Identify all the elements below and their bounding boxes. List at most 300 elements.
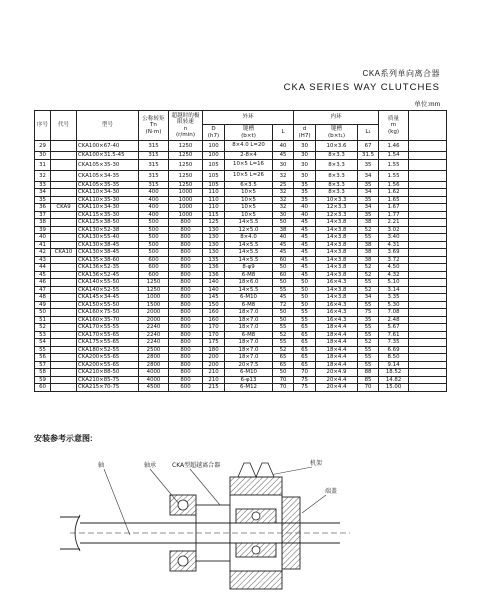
spec-table-body xyxy=(35,141,447,392)
cell-D: 105 xyxy=(203,170,225,181)
cell-m: 4.31 xyxy=(379,241,409,249)
cell-D: 160 xyxy=(203,316,225,324)
cell-L: 38 xyxy=(273,226,294,234)
cell-model: CKA105×35-30 xyxy=(77,159,139,170)
cell-code xyxy=(51,279,77,287)
header-key-inner xyxy=(316,125,358,141)
cell-n: 800 xyxy=(169,249,203,257)
cell-ko: 10×5 xyxy=(225,196,273,204)
cell-ki: 14×3.8 xyxy=(316,264,358,272)
cell-code xyxy=(51,361,77,369)
cell-tn: 500 xyxy=(139,249,169,257)
cell-ki: 8×3.3 xyxy=(316,159,358,170)
header-speed xyxy=(169,111,203,141)
cell-tn: 2000 xyxy=(139,309,169,317)
cell-code xyxy=(51,324,77,332)
cell-D: 175 xyxy=(203,339,225,347)
title-cn: CKA系列单向离合器 xyxy=(362,69,440,78)
header-L: L xyxy=(273,125,294,141)
cell-tn: 600 xyxy=(139,271,169,279)
cell-d: 55 xyxy=(294,309,316,317)
cell-no: 46 xyxy=(35,279,51,287)
cell-D: 130 xyxy=(203,241,225,249)
table-row xyxy=(35,271,447,279)
cell-ki: 14×3.8 xyxy=(316,294,358,302)
cell-L: 50 xyxy=(273,264,294,272)
cell-d: 45 xyxy=(294,271,316,279)
cell-d: 55 xyxy=(294,316,316,324)
cell-code xyxy=(51,170,77,181)
cell-D: 130 xyxy=(203,234,225,242)
cell-code xyxy=(51,264,77,272)
cell-no: 49 xyxy=(35,301,51,309)
table-row xyxy=(35,241,447,249)
cell-code xyxy=(51,211,77,219)
cell-ki: 18×4.4 xyxy=(316,354,358,362)
cell-blank xyxy=(409,361,447,369)
cell-L1: 85 xyxy=(358,376,379,384)
cell-code xyxy=(51,189,77,197)
table-row xyxy=(35,204,447,212)
cell-tn: 2800 xyxy=(139,354,169,362)
cell-L1: 34 xyxy=(358,170,379,181)
cell-d: 45 xyxy=(294,234,316,242)
cell-L: 30 xyxy=(273,159,294,170)
cell-L1: 38 xyxy=(358,256,379,264)
cell-ki: 12×3.3 xyxy=(316,204,358,212)
cell-n: 800 xyxy=(169,264,203,272)
label-clutch: CKA型超越离合器 xyxy=(172,462,221,469)
table-row xyxy=(35,264,447,272)
cell-model: CKA135×38-60 xyxy=(77,256,139,264)
cell-d: 75 xyxy=(294,376,316,384)
cell-tn: 2800 xyxy=(139,361,169,369)
cell-L1: 55 xyxy=(358,324,379,332)
cell-d: 65 xyxy=(294,324,316,332)
cell-m: 1.67 xyxy=(379,204,409,212)
cell-d: 40 xyxy=(294,211,316,219)
header-speed-sym: n xyxy=(183,125,188,132)
cell-no: 36 xyxy=(35,204,51,212)
cell-blank xyxy=(409,286,447,294)
cell-D: 100 xyxy=(203,141,225,152)
cell-blank xyxy=(409,219,447,227)
cell-ki: 12×3.3 xyxy=(316,211,358,219)
cell-D: 105 xyxy=(203,159,225,170)
header-L1: L₁ xyxy=(358,125,379,141)
cell-ko: 10×5 xyxy=(225,204,273,212)
cell-no: 56 xyxy=(35,354,51,362)
cell-blank xyxy=(409,294,447,302)
cell-blank xyxy=(409,309,447,317)
cell-m: 3.69 xyxy=(379,249,409,257)
cell-n: 800 xyxy=(169,309,203,317)
cell-ko: 6-M8 xyxy=(225,301,273,309)
table-row xyxy=(35,331,447,339)
cell-model: CKA136×52-45 xyxy=(77,271,139,279)
table-row xyxy=(35,369,447,377)
cell-ko: 6-φ13 xyxy=(225,376,273,384)
cell-m: 3.02 xyxy=(379,226,409,234)
cell-D: 200 xyxy=(203,354,225,362)
cell-ki: 8×3.3 xyxy=(316,189,358,197)
cell-D: 115 xyxy=(203,211,225,219)
cell-n: 800 xyxy=(169,271,203,279)
cell-tn: 2240 xyxy=(139,324,169,332)
cell-m: 4.50 xyxy=(379,264,409,272)
cell-no: 53 xyxy=(35,331,51,339)
cell-m: 3.14 xyxy=(379,286,409,294)
table-row xyxy=(35,159,447,170)
table-row xyxy=(35,376,447,384)
cell-L1: 38 xyxy=(358,249,379,257)
cell-d: 50 xyxy=(294,279,316,287)
cell-n: 800 xyxy=(169,354,203,362)
cell-ko: 12×5.0 xyxy=(225,226,273,234)
cell-m: 2.21 xyxy=(379,219,409,227)
cell-code xyxy=(51,271,77,279)
cell-blank xyxy=(409,204,447,212)
cell-blank xyxy=(409,331,447,339)
cell-tn: 400 xyxy=(139,211,169,219)
header-mass-label: 质量 xyxy=(387,115,400,122)
cell-L: 55 xyxy=(273,324,294,332)
cell-L: 70 xyxy=(273,376,294,384)
cell-no: 45 xyxy=(35,271,51,279)
cell-blank xyxy=(409,354,447,362)
cell-d: 50 xyxy=(294,301,316,309)
cell-d: 45 xyxy=(294,256,316,264)
cell-ki: 16×4.3 xyxy=(316,316,358,324)
cell-blank xyxy=(409,152,447,160)
table-row xyxy=(35,324,447,332)
table-row xyxy=(35,141,447,152)
cell-no: 31 xyxy=(35,159,51,170)
cell-L1: 34 xyxy=(358,294,379,302)
install-heading: 安装参考示意图: xyxy=(34,434,93,443)
header-blank xyxy=(409,111,447,141)
cell-D: 100 xyxy=(203,152,225,160)
cell-tn: 400 xyxy=(139,196,169,204)
cell-model: CKA170×55-65 xyxy=(77,331,139,339)
cell-n: 800 xyxy=(169,361,203,369)
cell-n: 1250 xyxy=(169,181,203,189)
cell-ko: 14×5.5 xyxy=(225,256,273,264)
cell-no: 57 xyxy=(35,361,51,369)
cell-d: 65 xyxy=(294,346,316,354)
cell-model: CKA145×34-45 xyxy=(77,294,139,302)
cell-blank xyxy=(409,159,447,170)
cell-code xyxy=(51,226,77,234)
cell-no: 33 xyxy=(35,181,51,189)
cell-D: 145 xyxy=(203,294,225,302)
cell-L: 40 xyxy=(273,141,294,152)
cell-no: 43 xyxy=(35,256,51,264)
cell-D: 210 xyxy=(203,376,225,384)
cell-model: CKA215×70-75 xyxy=(77,384,139,392)
cell-L: 50 xyxy=(273,309,294,317)
cell-tn: 500 xyxy=(139,219,169,227)
cell-model: CKA105×35-35 xyxy=(77,181,139,189)
cell-D: 110 xyxy=(203,196,225,204)
cell-L: 32 xyxy=(273,189,294,197)
cell-no: 51 xyxy=(35,316,51,324)
cell-tn: 1000 xyxy=(139,294,169,302)
cell-m: 8.50 xyxy=(379,354,409,362)
cell-d: 30 xyxy=(294,170,316,181)
cell-tn: 315 xyxy=(139,141,169,152)
cell-ki: 16×4.3 xyxy=(316,279,358,287)
header-d-label: d xyxy=(302,126,307,133)
cell-blank xyxy=(409,226,447,234)
cell-L: 65 xyxy=(273,354,294,362)
header-torque-sym: Tn xyxy=(150,122,157,129)
cell-model: CKA115×35-30 xyxy=(77,211,139,219)
cell-ki: 8×3.3 xyxy=(316,181,358,189)
cell-D: 135 xyxy=(203,256,225,264)
cell-m: 4.32 xyxy=(379,271,409,279)
cell-blank xyxy=(409,249,447,257)
title-en: CKA SERIES WAY CLUTCHES xyxy=(283,82,440,93)
cell-model: CKA130×38-45 xyxy=(77,241,139,249)
cell-D: 200 xyxy=(203,361,225,369)
label-cover: 端盖 xyxy=(325,488,338,495)
cell-code xyxy=(51,159,77,170)
cell-d: 30 xyxy=(294,159,316,170)
cell-no: 55 xyxy=(35,346,51,354)
cell-L1: 34 xyxy=(358,189,379,197)
cell-model: CKA170×55-55 xyxy=(77,324,139,332)
cell-L: 55 xyxy=(273,286,294,294)
cell-L: 32 xyxy=(273,204,294,212)
cell-d: 35 xyxy=(294,196,316,204)
cell-ki: 14×3.8 xyxy=(316,271,358,279)
cell-n: 1250 xyxy=(169,141,203,152)
cell-ko: 14×5.5 xyxy=(225,241,273,249)
cell-ki: 10×3.6 xyxy=(316,141,358,152)
cell-m: 1.46 xyxy=(379,141,409,152)
cell-model: CKA100×67-40 xyxy=(77,141,139,152)
cell-L1: 52 xyxy=(358,226,379,234)
header-speed-label: 超越时的极限转速 xyxy=(171,112,200,126)
cell-D: 210 xyxy=(203,369,225,377)
cell-model: CKA110×34-30 xyxy=(77,204,139,212)
cell-ko: 6-M8 xyxy=(225,331,273,339)
cell-D: 136 xyxy=(203,271,225,279)
cell-code xyxy=(51,376,77,384)
cell-D: 170 xyxy=(203,331,225,339)
cell-n: 800 xyxy=(169,316,203,324)
cell-tn: 500 xyxy=(139,226,169,234)
table-row xyxy=(35,211,447,219)
cell-code xyxy=(51,316,77,324)
cell-model: CKA130×55-40 xyxy=(77,234,139,242)
cell-blank xyxy=(409,211,447,219)
header-key-inner-sub: (b×t₁) xyxy=(327,132,346,139)
cell-L: 70 xyxy=(273,384,294,392)
cell-L: 50 xyxy=(273,369,294,377)
cell-tn: 2240 xyxy=(139,331,169,339)
install-diagram xyxy=(40,445,440,605)
table-row xyxy=(35,339,447,347)
cell-L1: 35 xyxy=(358,159,379,170)
cell-model: CKA110×35-30 xyxy=(77,196,139,204)
cell-ko: 14×5.5 xyxy=(225,249,273,257)
cell-n: 1000 xyxy=(169,204,203,212)
cell-tn: 400 xyxy=(139,204,169,212)
cell-D: 125 xyxy=(203,219,225,227)
cell-D: 150 xyxy=(203,301,225,309)
cell-ki: 14×3.8 xyxy=(316,226,358,234)
cell-code xyxy=(51,384,77,392)
cell-D: 140 xyxy=(203,279,225,287)
label-bearing: 轴承 xyxy=(144,462,157,469)
cell-ki: 16×4.3 xyxy=(316,309,358,317)
cell-D: 105 xyxy=(203,181,225,189)
cell-code xyxy=(51,181,77,189)
cell-no: 59 xyxy=(35,376,51,384)
header-mass-sym: m xyxy=(390,122,397,129)
cell-blank xyxy=(409,369,447,377)
cell-L1: 38 xyxy=(358,241,379,249)
cell-L: 52 xyxy=(273,346,294,354)
header-torque xyxy=(139,111,169,141)
cell-m: 3.72 xyxy=(379,256,409,264)
cell-d: 45 xyxy=(294,249,316,257)
cell-L1: 88 xyxy=(358,369,379,377)
cell-L: 45 xyxy=(273,152,294,160)
cell-no: 42 xyxy=(35,249,51,257)
cell-code xyxy=(51,234,77,242)
cell-ki: 14×3.8 xyxy=(316,249,358,257)
table-row xyxy=(35,354,447,362)
cell-model: CKA105×34-35 xyxy=(77,170,139,181)
cell-code xyxy=(51,331,77,339)
cell-code xyxy=(51,152,77,160)
table-row xyxy=(35,181,447,189)
cell-m: 18.52 xyxy=(379,369,409,377)
cell-L: 40 xyxy=(273,234,294,242)
cell-blank xyxy=(409,170,447,181)
cell-blank xyxy=(409,196,447,204)
cell-m: 6.69 xyxy=(379,346,409,354)
cell-d: 35 xyxy=(294,181,316,189)
cell-ki: 20×4.9 xyxy=(316,369,358,377)
cell-ki: 14×3.8 xyxy=(316,234,358,242)
table-row xyxy=(35,189,447,197)
cell-L: 72 xyxy=(273,301,294,309)
cell-ki: 18×4.4 xyxy=(316,361,358,369)
cell-m: 5.67 xyxy=(379,324,409,332)
cell-no: 34 xyxy=(35,189,51,197)
cell-blank xyxy=(409,376,447,384)
cell-model: CKA150×55-50 xyxy=(77,301,139,309)
cell-L: 30 xyxy=(273,211,294,219)
table-row xyxy=(35,309,447,317)
cell-L1: 55 xyxy=(358,301,379,309)
cell-model: CKA200×55-65 xyxy=(77,354,139,362)
table-row xyxy=(35,286,447,294)
cell-code: CKA9 xyxy=(51,204,77,212)
header-outer: 外环 xyxy=(203,111,294,125)
cell-no: 39 xyxy=(35,226,51,234)
cell-L1: 31.5 xyxy=(358,152,379,160)
cell-tn: 315 xyxy=(139,181,169,189)
cell-L: 45 xyxy=(273,294,294,302)
cell-no: 47 xyxy=(35,286,51,294)
cell-n: 800 xyxy=(169,339,203,347)
cell-ko: 8×4.0 xyxy=(225,234,273,242)
cell-code xyxy=(51,241,77,249)
cell-code xyxy=(51,301,77,309)
cell-L: 50 xyxy=(273,279,294,287)
cell-blank xyxy=(409,234,447,242)
cell-no: 32 xyxy=(35,170,51,181)
sprocket-teeth xyxy=(238,463,274,477)
table-row xyxy=(35,249,447,257)
cell-code: CKA10 xyxy=(51,249,77,257)
table-row xyxy=(35,196,447,204)
cell-m: 15.00 xyxy=(379,384,409,392)
cell-ki: 18×4.4 xyxy=(316,346,358,354)
header-d-tol: (H7) xyxy=(298,132,311,139)
cell-ki: 10×3.3 xyxy=(316,196,358,204)
cell-model: CKA175×55-65 xyxy=(77,339,139,347)
cell-L: 60 xyxy=(273,256,294,264)
cell-D: 110 xyxy=(203,189,225,197)
cell-m: 5.30 xyxy=(379,301,409,309)
table-row xyxy=(35,361,447,369)
cell-code xyxy=(51,369,77,377)
cell-m: 1.55 xyxy=(379,170,409,181)
cell-ko: 8-φ9 xyxy=(225,264,273,272)
cell-ki: 14×3.8 xyxy=(316,219,358,227)
cell-L1: 38 xyxy=(358,219,379,227)
cell-m: 9.14 xyxy=(379,361,409,369)
cell-model: CKA130×38-45 xyxy=(77,249,139,257)
cell-L: 50 xyxy=(273,316,294,324)
cell-code xyxy=(51,196,77,204)
cell-no: 38 xyxy=(35,219,51,227)
cell-D: 160 xyxy=(203,309,225,317)
cell-d: 65 xyxy=(294,354,316,362)
cell-ki: 14×3.8 xyxy=(316,241,358,249)
cell-d: 30 xyxy=(294,152,316,160)
cell-tn: 4000 xyxy=(139,369,169,377)
cell-D: 140 xyxy=(203,286,225,294)
cell-tn: 315 xyxy=(139,170,169,181)
cell-ko: 14×5.5 xyxy=(225,219,273,227)
table-row xyxy=(35,170,447,181)
cell-d: 75 xyxy=(294,384,316,392)
cell-tn: 1250 xyxy=(139,279,169,287)
cell-n: 600 xyxy=(169,384,203,392)
cell-L1: 35 xyxy=(358,316,379,324)
cell-blank xyxy=(409,339,447,347)
cell-m: 3.40 xyxy=(379,234,409,242)
cell-model: CKA160×35-70 xyxy=(77,316,139,324)
cell-code xyxy=(51,354,77,362)
cell-blank xyxy=(409,189,447,197)
cell-n: 800 xyxy=(169,279,203,287)
cell-ko: 10×5 L=26 xyxy=(225,170,273,181)
cell-d: 45 xyxy=(294,226,316,234)
header-mass xyxy=(379,111,409,141)
cell-ko: 20×7.5 xyxy=(225,361,273,369)
cell-m: 7.35 xyxy=(379,339,409,347)
cell-n: 800 xyxy=(169,241,203,249)
cell-no: 44 xyxy=(35,264,51,272)
